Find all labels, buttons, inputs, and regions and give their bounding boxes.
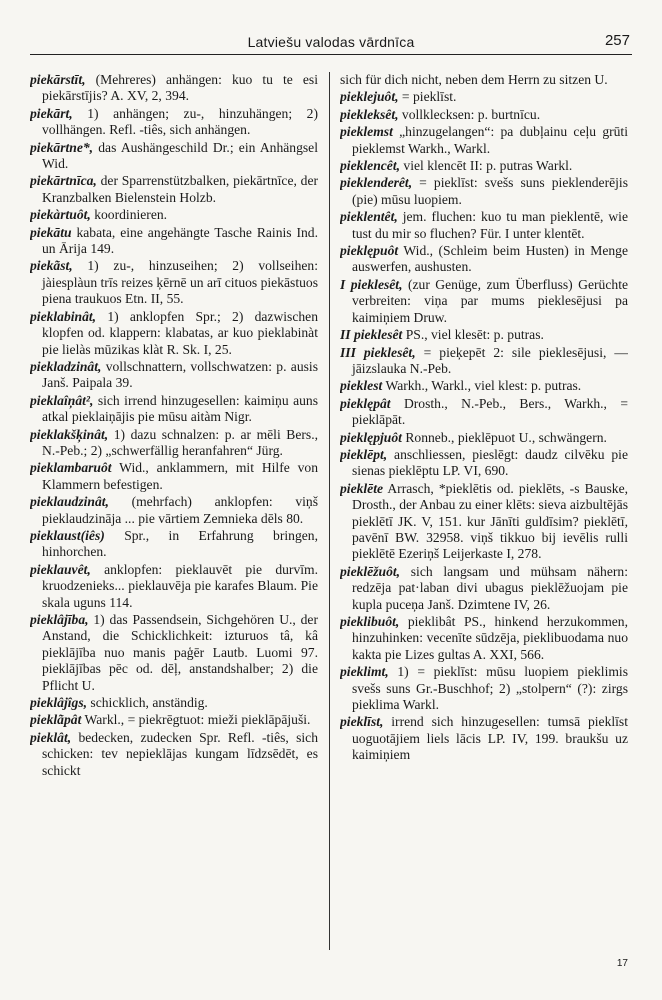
entry-definition: PS., viel klesēt: p. putras. <box>402 327 544 343</box>
entry-headword: pieklât, <box>30 729 72 745</box>
entry-definition: Wid., anklammern, mit Hilfe von Klammern befestigen. <box>42 460 318 492</box>
entry-headword: pieklępât <box>340 395 391 411</box>
entry-definition: sich langsam und mühsam nähern: redzēja pat·laban divi ubagus pieklēžuojam pie kupla puceņa Janš. Dzimtene IV, 26. <box>352 563 628 612</box>
entry-definition: kabata, eine angehängte Tasche Rainis Ind. un Ārija 149. <box>42 224 318 257</box>
entry-definition: vollschnattern, vollschwatzen: p. ausis Janš. Paipala 39. <box>42 358 318 391</box>
dictionary-entry <box>30 695 318 711</box>
dictionary-entry <box>30 460 318 493</box>
dictionary-entry <box>340 396 628 429</box>
entry-definition: Arrasch, *pieklētis od. pieklēts, -s Bauske, Drosth., der Anbau zu einer klēts: sieva aizbultējās pieklētī JK. V, 151. kur Jānīti guldīsim? pieklētī, pavēnī BW. 32958. viņš tikkuo bij ievēlis rulli pieklētē Ezeriņš Leijerkaste I, 278. <box>352 480 628 562</box>
entry-definition: viel klencēt II: p. putras Warkl. <box>400 158 573 174</box>
entry-headword: pieklenderêt, <box>340 175 413 191</box>
entry-definition: vollklecksen: p. burtnīcu. <box>398 106 541 122</box>
dictionary-entry <box>340 72 628 88</box>
entry-definition: = pieklīst. <box>398 89 457 105</box>
entry-headword: piekārstīt, <box>30 72 86 87</box>
dictionary-entry <box>340 664 628 713</box>
dictionary-entry <box>30 393 318 426</box>
dictionary-entry <box>30 207 318 223</box>
dictionary-entry <box>30 494 318 527</box>
entry-definition: Wid., (Schleim beim Husten) in Menge auswerfen, aushusten. <box>352 243 628 275</box>
dictionary-entry <box>340 107 628 123</box>
entry-definition: (mehrfach) anklopfen: viņš pieklaudzināja ... pie vārtiem Zemnieka dēls 80. <box>42 494 318 526</box>
entry-definition: 1) anklopfen Spr.; 2) dazwischen klopfen od. klappern: klabatas, ar kuo pieklabinàt pie lielàs mūzikas klàt R. Sk. I, 25. <box>42 308 318 357</box>
dictionary-columns <box>30 72 632 952</box>
entry-headword: pieklaîņât², <box>30 392 94 408</box>
dictionary-entry <box>30 106 318 139</box>
dictionary-entry <box>30 562 318 611</box>
dictionary-entry <box>340 378 628 394</box>
entry-definition: (Mehreres) anhängen: kuo tu te esi piekārstījis? A. XV, 2, 394. <box>42 72 318 104</box>
entry-definition: Warkh., Warkl., viel klest: p. putras. <box>382 378 582 394</box>
dictionary-entry <box>340 564 628 613</box>
dictionary-entry <box>30 140 318 173</box>
dictionary-entry <box>30 309 318 358</box>
entry-definition: 1) = pieklīst: mūsu luopiem pieklimis svešs suns Gr.-Buschhof; 2) „stolpern“ (?): zirgs pieklima Warkl. <box>352 664 628 713</box>
entry-definition: irrend sich hinzugesellen: tumsā pieklīst uoguotājiem liels lācis LP. IV, 199. braukšu uz kaimiņiem <box>352 714 628 763</box>
dictionary-entry <box>340 614 628 663</box>
dictionary-entry <box>340 124 628 157</box>
entry-headword: pieklentêt, <box>340 209 398 225</box>
entry-definition: Warkl., = piekrēgtuot: mieži pieklāpājuši. <box>81 712 311 728</box>
entry-definition: anschliessen, pieslēgt: daudz cilvēku pie sienas pieklēptu LP. VI, 690. <box>352 446 628 479</box>
column-divider <box>329 72 330 950</box>
entry-definition: schicklich, anständig. <box>87 695 208 711</box>
dictionary-entry <box>340 345 628 378</box>
dictionary-entry <box>340 430 628 446</box>
entry-definition: bedecken, zudecken Spr. Refl. -tiês, sich schicken: tev nepieklājas kungam līdzsēdēt, es schickt <box>42 729 318 778</box>
entry-definition: jem. fluchen: kuo tu man pieklentē, wie tust du mir so fluchen? Für. I unter klentēt. <box>352 209 628 241</box>
entry-headword: pieklâjîgs, <box>30 695 88 711</box>
entry-headword: pieklãpât <box>30 712 82 728</box>
dictionary-entry <box>340 714 628 763</box>
signature-mark: 17 <box>616 958 628 969</box>
entry-headword: pieklēte <box>340 480 384 496</box>
entry-headword: piekàrtuôt, <box>30 207 91 223</box>
entry-definition: pieklibât PS., hinkend herzukommen, hinzuhinken: vecenīte sūdzēja, pieklibuodama nuo kakta pie Lizes gultas A. XXI, 566. <box>352 614 628 662</box>
entry-headword: pieklīst, <box>340 714 384 730</box>
entry-headword: pieklest <box>340 378 383 394</box>
page-number: 257 <box>604 32 630 49</box>
entry-definition: (zur Genüge, zum Überfluss) Gerüchte verbreiten: viņa par mums pieklesējusi pa kaimiņiem Druw. <box>352 276 628 325</box>
entry-definition: Spr., in Erfahrung bringen, hinhorchen. <box>42 527 318 560</box>
entry-headword: pieklambaruôt <box>30 460 112 476</box>
entry-headword: pieklabinât, <box>30 308 97 324</box>
entry-headword: pieklimt, <box>340 664 389 680</box>
dictionary-entry <box>30 225 318 258</box>
entry-headword: II pieklesêt <box>340 327 403 343</box>
entry-headword: piekleksêt, <box>340 106 399 122</box>
entry-headword: piekārtnīca, <box>30 173 97 189</box>
left-column <box>30 72 318 952</box>
dictionary-entry <box>340 175 628 208</box>
entry-headword: piekladzinât, <box>30 358 102 374</box>
entry-definition: der Sparrenstützbalken, piekārtnīce, der Kranzbalken Bielenstein Holzb. <box>42 173 318 205</box>
right-column <box>340 72 628 952</box>
entry-headword: pieklępjuôt <box>340 429 402 445</box>
dictionary-entry <box>30 427 318 460</box>
entry-headword: piekārtne*, <box>30 139 94 155</box>
running-title: Latviešu valodas vārdnīca <box>247 34 415 50</box>
page-header <box>30 28 632 55</box>
entry-headword: pieklaust(iês) <box>30 527 105 543</box>
dictionary-entry <box>30 528 318 561</box>
dictionary-entry <box>340 89 628 105</box>
entry-definition: 1) anhängen; zu-, hinzuhängen; 2) vollhängen. Refl. -tiês, sich anhängen. <box>42 105 318 138</box>
entry-definition: = pieklīst: svešs suns pieklenderējis (pie) mūsu luopiem. <box>352 175 628 207</box>
entry-headword: pieklauvêt, <box>30 561 91 577</box>
dictionary-entry <box>30 359 318 392</box>
dictionary-entry <box>30 612 318 694</box>
entry-headword: III pieklesêt, <box>340 344 416 360</box>
entry-headword: pieklēžuôt, <box>340 563 401 579</box>
entry-headword: pieklępuôt <box>340 243 399 259</box>
dictionary-entry <box>30 173 318 206</box>
entry-definition: das Aushängeschild Dr.; ein Anhängsel Wid. <box>42 139 318 172</box>
entry-definition: 1) das Passendsein, Sichgehören U., der Anstand, die Schicklichkeit: izturuos tâ, kâ pieklājība nuo manis paģēr Lautb. Luomi 97. pieklājības pēc od. dēļ, anstandshalber; 2) die Pflicht U. <box>42 612 318 693</box>
entry-definition: anklopfen: pieklauvēt pie durvīm. kruodzenieks... pieklauvēja pie karafes Blaum. Pie skala uguns 114. <box>42 561 318 610</box>
entry-definition: koordinieren. <box>90 207 168 223</box>
entry-headword: piekãst, <box>30 258 73 274</box>
entry-definition: „hinzugelangen“: pa dubļainu ceļu grūti pieklemst Warkh., Warkl. <box>352 124 628 156</box>
entry-headword: pieklaudzinât, <box>30 494 109 510</box>
dictionary-entry <box>30 72 318 105</box>
entry-definition: = pieķepēt 2: sile pieklesējusi, — jāizslauka N.-Peb. <box>352 344 628 376</box>
dictionary-entry <box>30 258 318 307</box>
entry-headword: piekārt, <box>30 105 73 121</box>
entry-definition: 1) zu-, hinzuseihen; 2) vollseihen: jàiesplàun trīs reizes ķērnē un arī cituos piekāstuos piena traukuos Etn. II, 55. <box>42 258 318 307</box>
entry-headword: piekātu <box>30 224 72 240</box>
dictionary-entry <box>340 481 628 563</box>
entry-headword: pieklakšķinât, <box>30 426 109 442</box>
dictionary-entry <box>30 730 318 779</box>
entry-headword: I pieklesêt, <box>340 276 403 292</box>
entry-headword: pieklibuôt, <box>340 614 400 629</box>
dictionary-entry <box>340 158 628 174</box>
entry-definition: 1) dazu schnalzen: p. ar mēli Bers., N.-Peb.; 2) „schwerfällig heranfahren“ Jürg. <box>42 426 318 458</box>
entry-headword: pieklencêt, <box>340 158 401 174</box>
entry-definition: sich irrend hinzugesellen: kaimiņu auns atkal pieklaiņājis pie mūsu aitàm Nigr. <box>42 392 318 425</box>
entry-headword: pieklejuôt, <box>340 89 399 105</box>
entry-definition: Ronneb., pieklēpuot U., schwängern. <box>401 429 607 445</box>
dictionary-entry <box>340 209 628 242</box>
entry-headword: pieklemst <box>340 124 393 140</box>
entry-definition: Drosth., N.-Peb., Bers., Warkh., = pieklāpāt. <box>352 395 628 428</box>
dictionary-entry <box>340 447 628 480</box>
dictionary-entry <box>340 277 628 326</box>
dictionary-entry <box>340 243 628 276</box>
dictionary-entry <box>340 327 628 343</box>
entry-headword: pieklâjība, <box>30 612 89 627</box>
dictionary-entry <box>30 712 318 728</box>
entry-headword: pieklēpt, <box>340 446 388 462</box>
entry-definition: sich für dich nicht, neben dem Herrn zu sitzen U. <box>340 72 608 87</box>
